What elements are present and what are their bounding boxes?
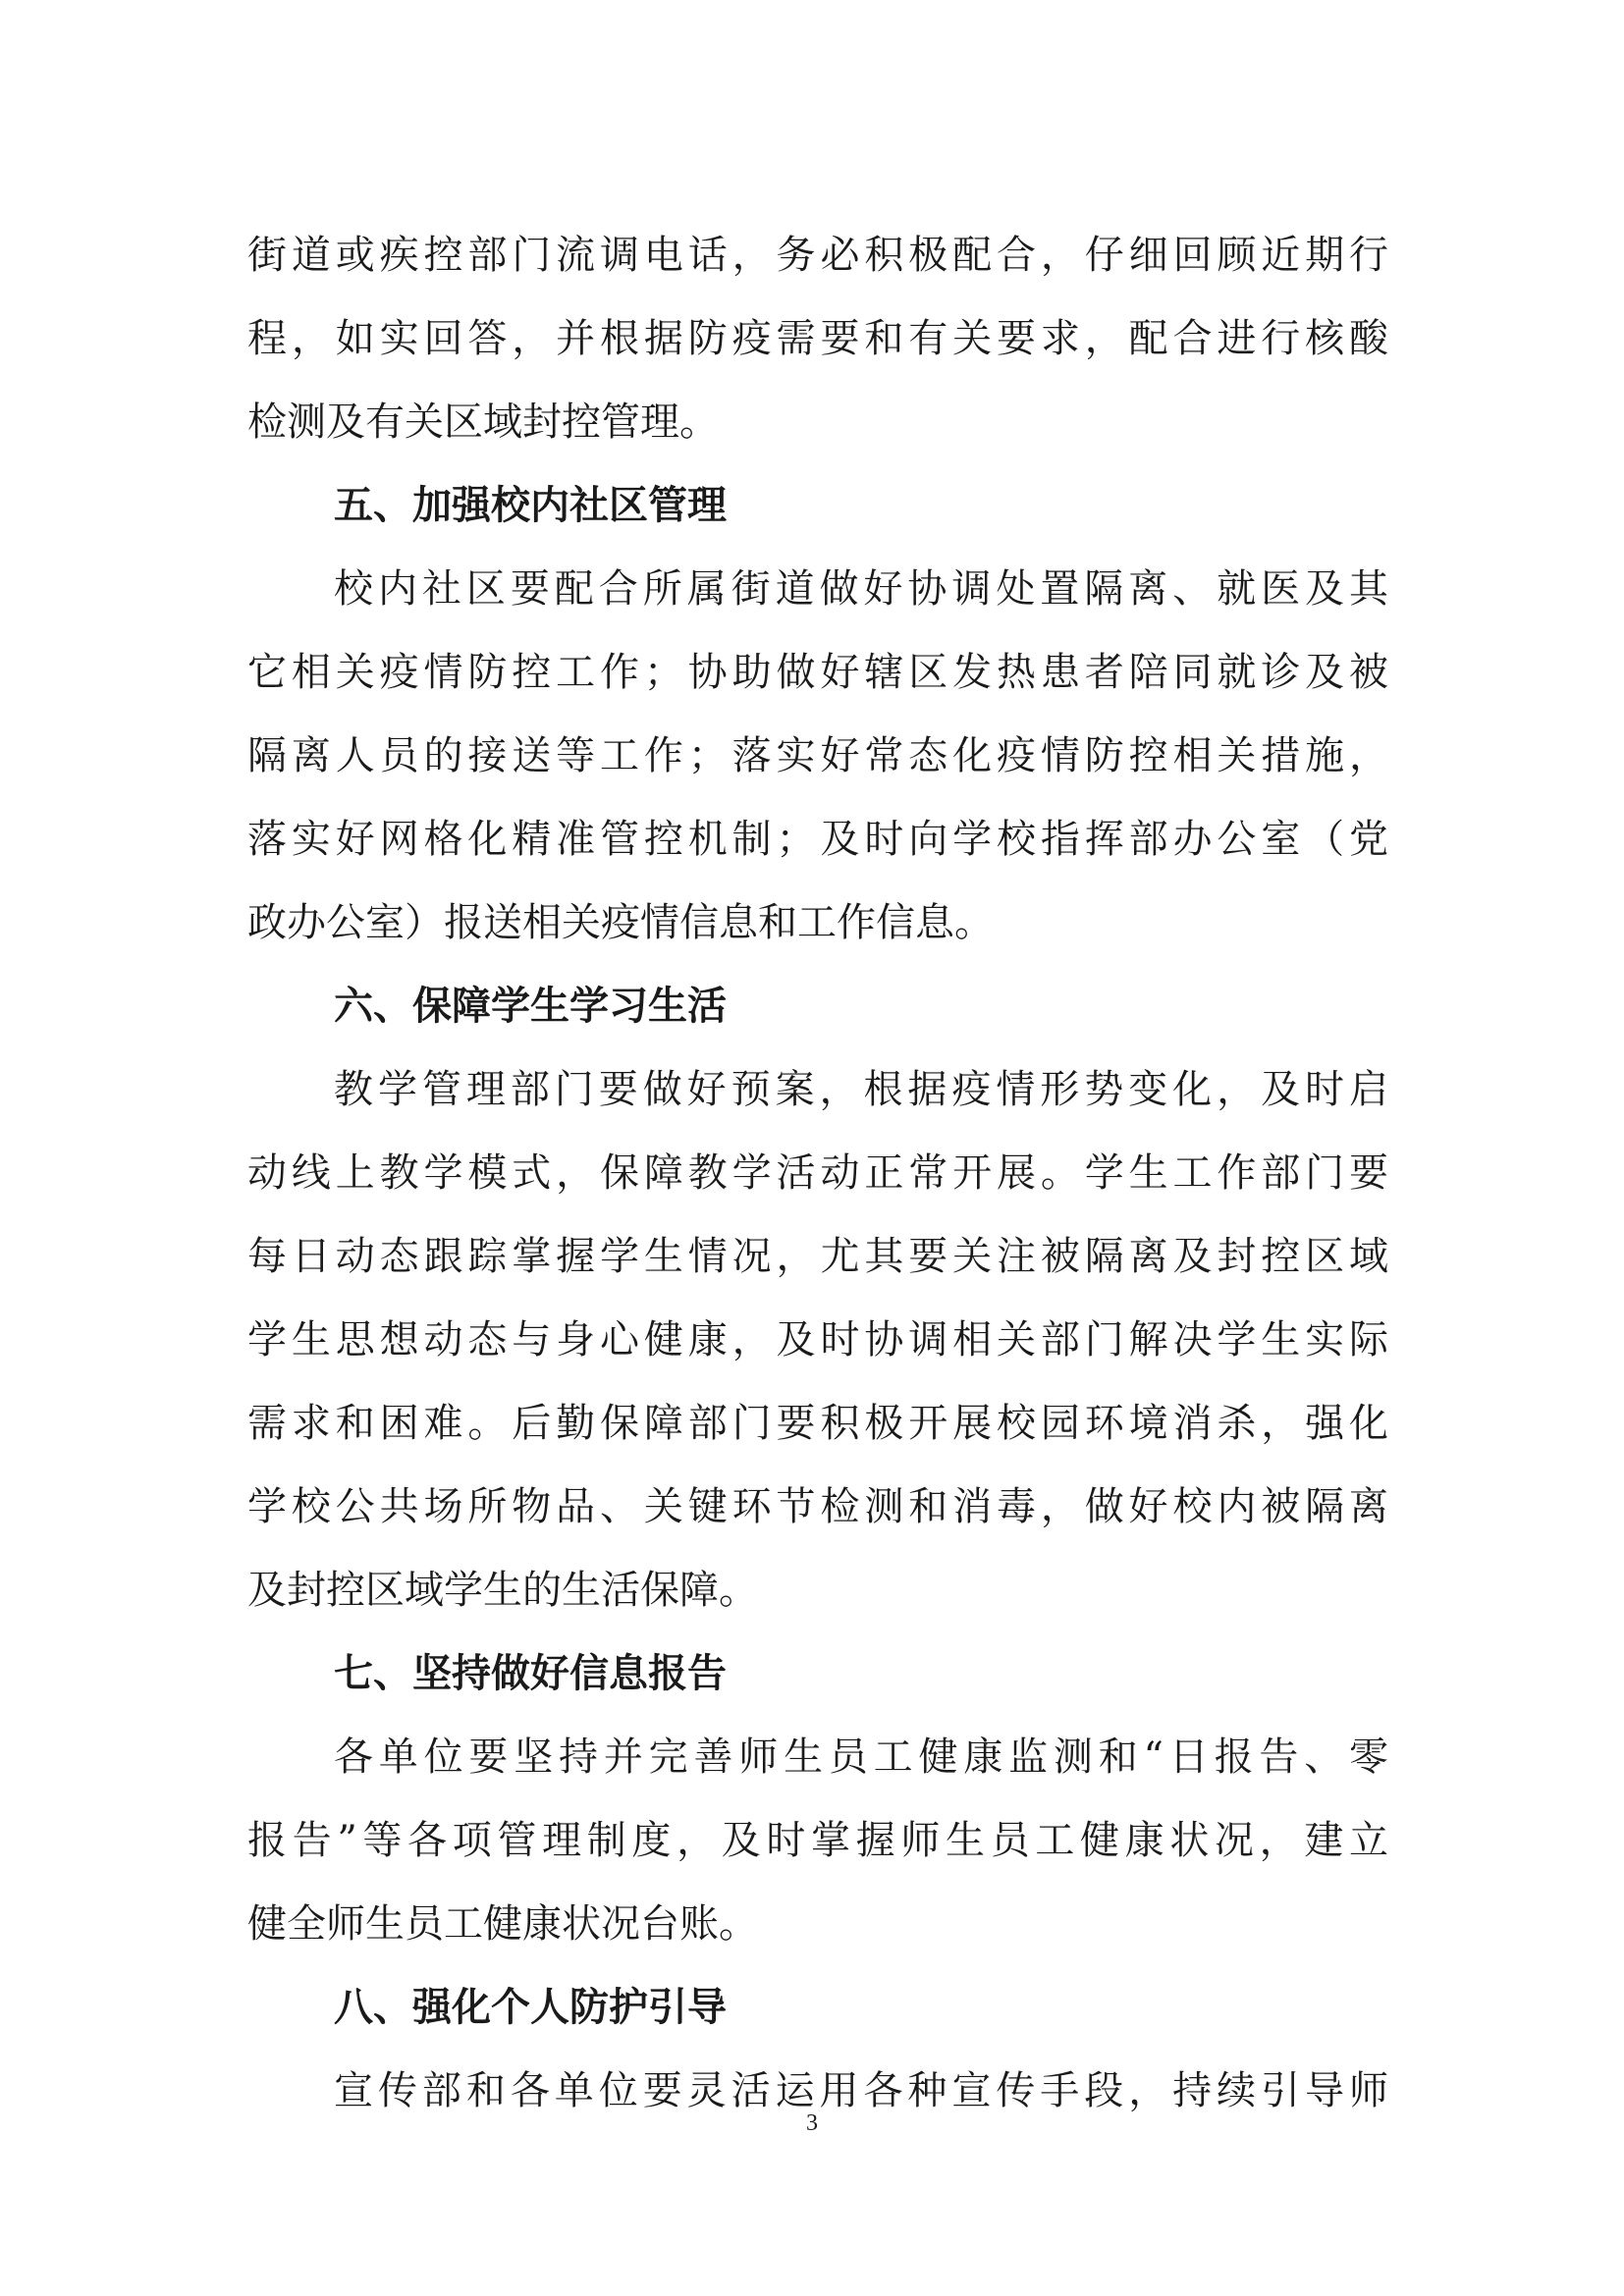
section-information-reporting (247, 1632, 1388, 1966)
text-line: 检测及有关区域封控管理。 (247, 400, 719, 445)
document-body (247, 214, 1388, 2133)
section-heading: 五、加强校内社区管理 (334, 483, 727, 528)
text-line: 宣传部和各单位要灵活运用各种宣传手段，持续引导师 (334, 2068, 1388, 2113)
text-line: 需求和困难。后勤保障部门要积极开展校园环境消杀，强化 (247, 1401, 1388, 1446)
text-line: 校内社区要配合所属街道做好协调处置隔离、就医及其 (334, 566, 1388, 612)
text-line: 报告”等各项管理制度，及时掌握师生员工健康状况，建立 (247, 1818, 1388, 1863)
section-heading: 八、强化个人防护引导 (334, 1985, 727, 2030)
text-line: 及封控区域学生的生活保障。 (247, 1568, 758, 1613)
text-line: 动线上教学模式，保障教学活动正常开展。学生工作部门要 (247, 1150, 1388, 1196)
text-line: 教学管理部门要做好预案，根据疫情形势变化，及时启 (334, 1067, 1388, 1112)
paragraph-continued (247, 214, 1388, 464)
section-heading: 七、坚持做好信息报告 (334, 1651, 727, 1696)
text-line: 程，如实回答，并根据防疫需要和有关要求，配合进行核酸 (247, 316, 1388, 361)
section-heading: 六、保障学生学习生活 (334, 984, 727, 1029)
text-line: 隔离人员的接送等工作；落实好常态化疫情防控相关措施， (247, 733, 1388, 778)
text-line: 每日动态跟踪掌握学生情况，尤其要关注被隔离及封控区域 (247, 1234, 1388, 1279)
text-line: 政办公室）报送相关疫情信息和工作信息。 (247, 900, 994, 945)
text-line: 学校公共场所物品、关键环节检测和消毒，做好校内被隔离 (247, 1484, 1388, 1529)
text-line: 它相关疫情防控工作；协助做好辖区发热患者陪同就诊及被 (247, 650, 1388, 695)
text-line: 各单位要坚持并完善师生员工健康监测和“日报告、零 (334, 1735, 1388, 1780)
section-community-management (247, 464, 1388, 965)
text-line: 学生思想动态与身心健康，及时协调相关部门解决学生实际 (247, 1317, 1388, 1362)
section-personal-protection (247, 1966, 1388, 2133)
text-line: 健全师生员工健康状况台账。 (247, 1901, 758, 1947)
page-number: 3 (806, 2110, 818, 2136)
section-student-support (247, 965, 1388, 1632)
text-line: 街道或疾控部门流调电话，务必积极配合，仔细回顾近期行 (247, 233, 1388, 278)
text-line: 落实好网格化精准管控机制；及时向学校指挥部办公室（党 (247, 817, 1388, 862)
